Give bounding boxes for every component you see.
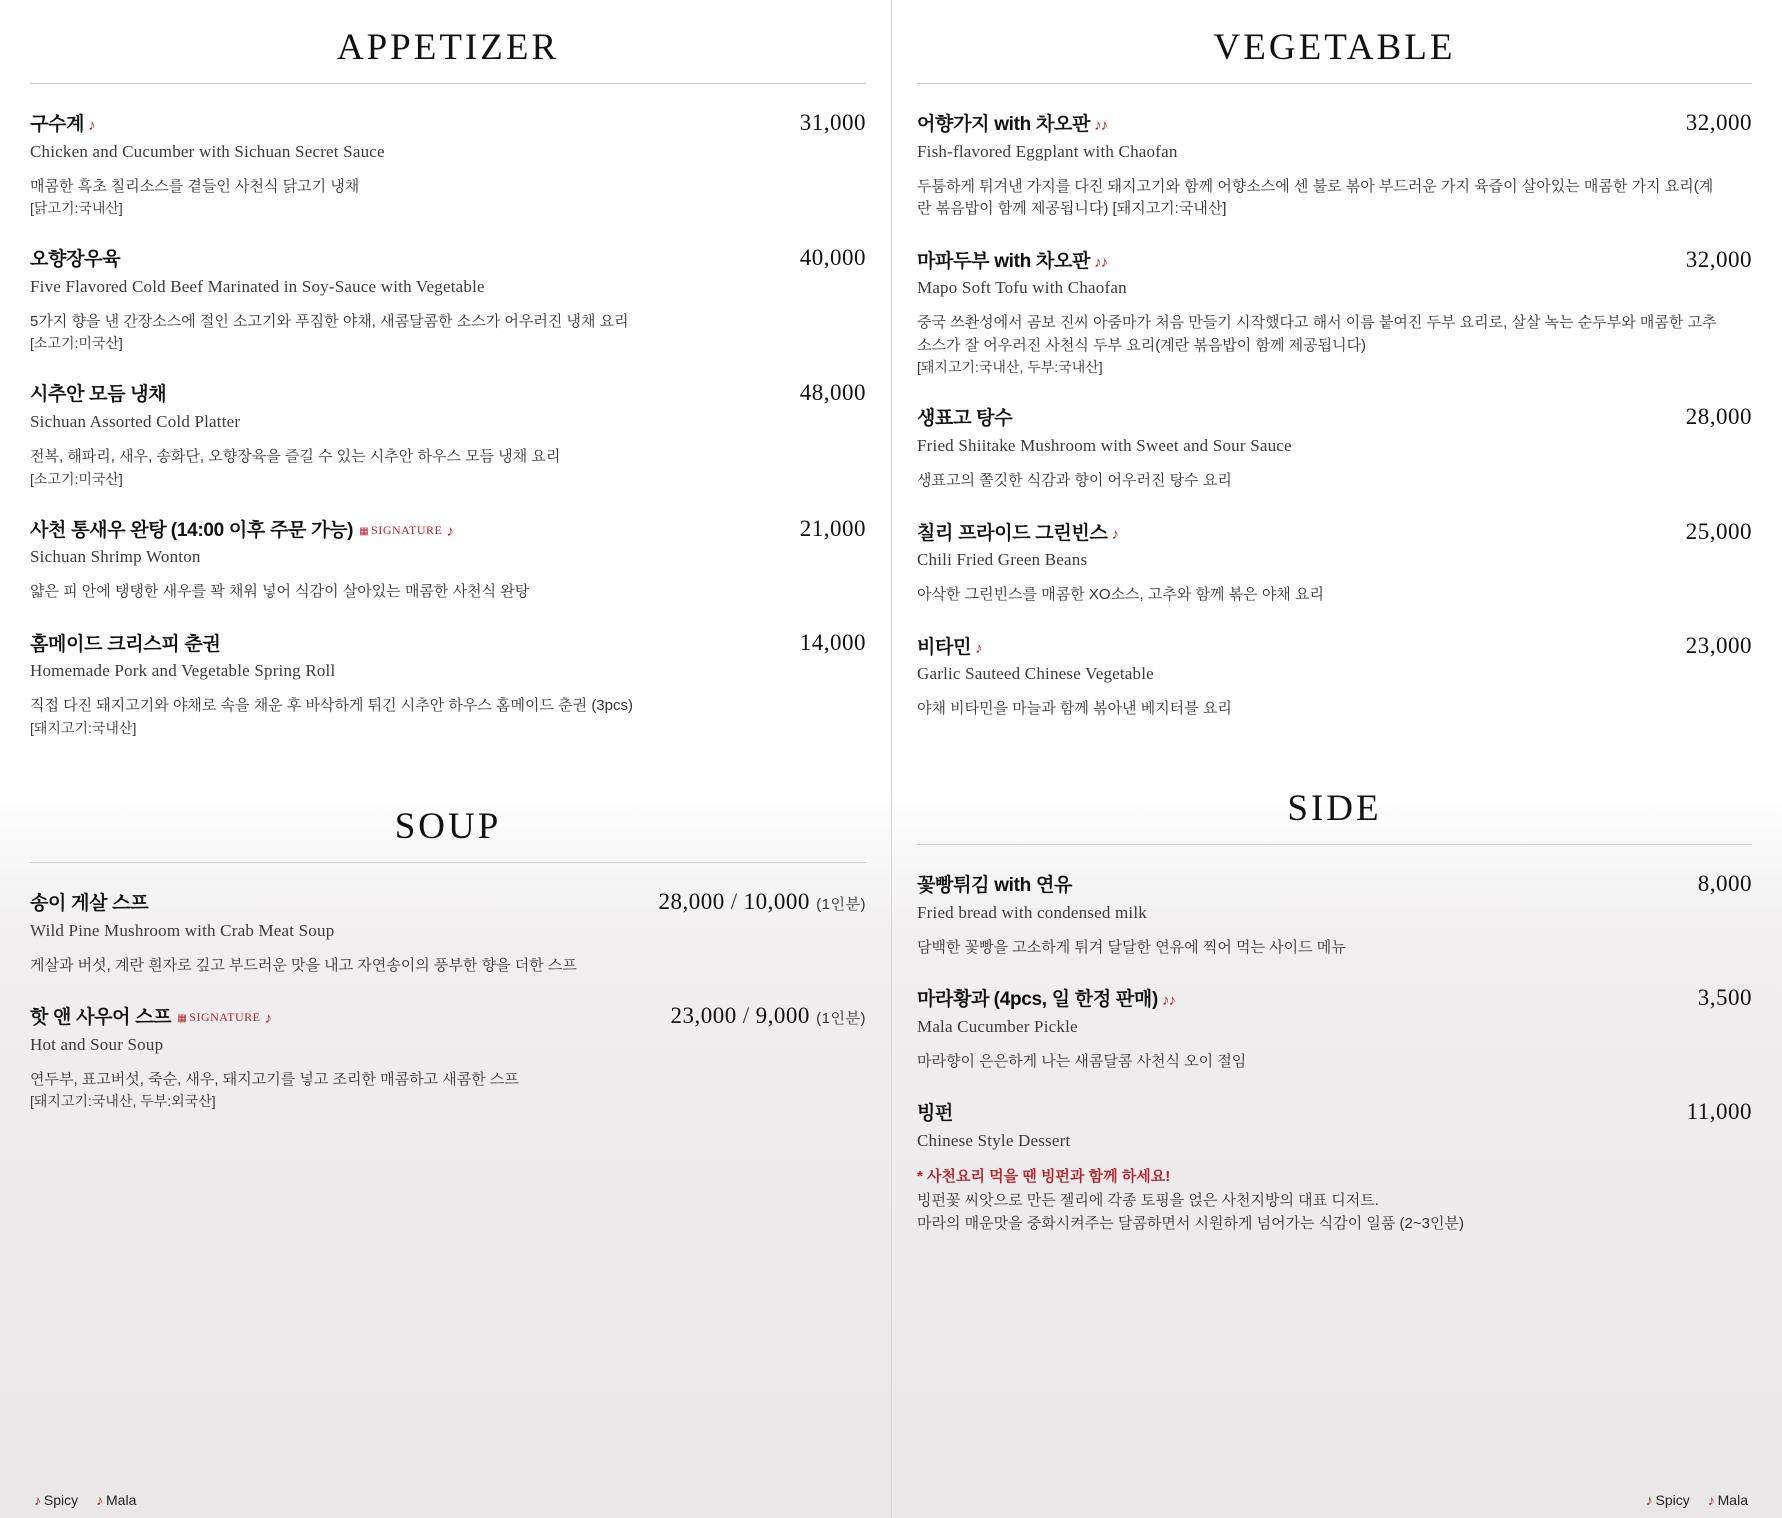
- menu-item-title-row: [30, 892, 152, 917]
- menu-item-portion: (1인분): [816, 895, 866, 913]
- price-separator: /: [742, 1003, 750, 1029]
- menu-item-price: 32,000: [1685, 246, 1752, 272]
- menu-item-price: 14,000: [799, 629, 866, 655]
- menu-item-price: 40,000: [799, 245, 866, 271]
- menu-item-name-en: Mala Cucumber Pickle: [917, 1016, 1078, 1036]
- menu-item-name-en: Fried Shiitake Mushroom with Sweet and Sour Sauce: [917, 436, 1292, 456]
- menu-item-head: [917, 519, 1752, 547]
- menu-item-description-2: 마라의 매운맛을 중화시켜주는 달콤하면서 시원하게 넘어가는 식감이 일품 (2~3인분): [917, 1214, 1464, 1232]
- spicy-icon: ♪: [88, 117, 95, 134]
- spicy-icon: ♪: [975, 639, 982, 657]
- menu-item: [30, 110, 866, 219]
- menu-item-price: 11,000: [1686, 1099, 1752, 1125]
- menu-item-origin: [소고기:미국산]: [30, 470, 123, 487]
- menu-item-title-row: [30, 633, 225, 658]
- menu-item-head: [30, 516, 866, 544]
- menu-item-price: 28,000: [1685, 404, 1752, 430]
- menu-item-highlight: * 사천요리 먹을 땐 빙펀과 함께 하세요!: [917, 1168, 1171, 1185]
- spicy-icon: ♪: [446, 522, 453, 540]
- menu-item-price: 25,000: [1685, 518, 1752, 544]
- menu-item-description: 연두부, 표고버섯, 죽순, 새우, 돼지고기를 넣고 조리한 매콤하고 새콤한 스프: [30, 1070, 519, 1088]
- legend-mala-label: Mala: [106, 1492, 137, 1508]
- menu-item-title-row: [917, 874, 1076, 899]
- signature-square-icon: ▦: [177, 1013, 188, 1025]
- menu-item-head: [917, 985, 1752, 1013]
- legend-mala-label: Mala: [1717, 1492, 1748, 1508]
- spicy-icon: [1072, 878, 1076, 895]
- mala-icon: ♪♪: [1094, 117, 1108, 134]
- menu-item-head: [30, 1003, 866, 1031]
- signature-badge: [171, 1010, 260, 1025]
- spicy-icon: [221, 637, 225, 654]
- menu-item-name: 생표고 탕수: [917, 408, 1013, 430]
- section-title-vegetable: VEGETABLE: [1213, 27, 1456, 68]
- menu-item-name: 사천 통새우 완탕: [30, 519, 167, 541]
- menu-item-description: 매콤한 흑초 칠리소스를 곁들인 사천식 닭고기 냉채: [30, 177, 360, 195]
- divider-vegetable: [917, 83, 1752, 84]
- menu-item-description: 직접 다진 돼지고기와 야채로 속을 채운 후 바삭하게 튀긴 시추안 하우스 홈메이드 춘권 (3pcs): [30, 697, 634, 715]
- menu-item-title-row: [917, 250, 1107, 275]
- menu-item-head: [917, 404, 1752, 432]
- menu-item-name-en: Garlic Sauteed Chinese Vegetable: [917, 664, 1154, 684]
- menu-item-origin: [돼지고기:국내산]: [30, 719, 137, 736]
- legend-spicy-label: Spicy: [1655, 1492, 1690, 1508]
- spicy-icon: [953, 1106, 957, 1123]
- menu-item-description: 생표고의 쫄깃한 식감과 향이 어우러진 탕수 요리: [917, 472, 1232, 490]
- menu-item-name-en: Hot and Sour Soup: [30, 1034, 164, 1054]
- menu-item-price: 3,500: [1697, 985, 1752, 1011]
- menu-item-title-row: [917, 1102, 957, 1127]
- menu-item-title-row: [30, 519, 453, 544]
- menu-item-description: 담백한 꽃빵을 고소하게 튀겨 달달한 연유에 찍어 먹는 사이드 메뉴: [917, 938, 1346, 956]
- menu-item: [917, 519, 1752, 607]
- menu-item: [917, 871, 1752, 959]
- menu-item: [917, 247, 1752, 379]
- menu-item-head: [30, 110, 866, 138]
- menu-item: [30, 889, 866, 977]
- menu-item-description: 두툼하게 튀겨낸 가지를 다진 돼지고기와 함께 어향소스에 센 불로 볶아 부드러운 가지 육즙이 살아있는 매콤한 가지 요리(계란 볶음밥이 함께 제공됩니다) [돼지고기:국내산]: [917, 177, 1714, 218]
- menu-item-title-row: [30, 383, 170, 408]
- spicy-icon: [148, 896, 152, 913]
- menu-item-price-full: 28,000: [658, 888, 725, 914]
- menu-item-price: 8,000: [1697, 870, 1752, 896]
- divider-side: [917, 844, 1752, 845]
- menu-item-origin: [돼지고기:국내산, 두부:국내산]: [917, 359, 1103, 376]
- menu-item-price-half: 9,000: [755, 1003, 810, 1029]
- menu-item-name: 송이 게살 스프: [30, 892, 149, 914]
- menu-item-price: [641, 889, 866, 915]
- menu-item-title-row: [917, 113, 1107, 138]
- menu-item-price: 23,000: [1685, 632, 1752, 658]
- menu-item-name-en: Sichuan Assorted Cold Platter: [30, 412, 241, 432]
- menu-item-description: 중국 쓰촨성에서 곰보 진씨 아줌마가 처음 만들기 시작했다고 해서 이름 붙여진 두부 요리로, 살살 녹는 순두부와 매콤한 고추 소스가 잘 어우러진 사천식 두부 요리(계란 볶음밥이 함께 제공됩니다): [917, 314, 1717, 354]
- legend-left: [34, 1492, 136, 1508]
- menu-item: [917, 1099, 1752, 1235]
- signature-label: SIGNATURE: [371, 522, 443, 537]
- mala-icon: ♪: [1707, 1492, 1714, 1508]
- menu-item-name-en: Wild Pine Mushroom with Crab Meat Soup: [30, 920, 335, 940]
- menu-item-description: 아삭한 그린빈스를 매콤한 XO소스, 고추와 함께 볶은 야채 요리: [917, 586, 1324, 604]
- menu-item-name: 마라황과: [917, 989, 990, 1011]
- menu-item-origin: [돼지고기:국내산, 두부:외국산]: [30, 1093, 216, 1110]
- section-title-appetizer: APPETIZER: [336, 27, 560, 68]
- menu-item-price-full: 23,000: [670, 1003, 737, 1029]
- menu-item-origin: [닭고기:국내산]: [30, 200, 123, 217]
- menu-item-price-half: 10,000: [743, 888, 810, 914]
- menu-item-title-row: [30, 1006, 271, 1031]
- menu-item-description: 전복, 해파리, 새우, 송화단, 오향장육을 즐길 수 있는 시추안 하우스 모듬 냉채 요리: [30, 448, 561, 466]
- menu-item-description: 게살과 버섯, 계란 흰자로 깊고 부드러운 맛을 내고 자연송이의 풍부한 향을 더한 스프: [30, 956, 577, 974]
- menu-item-name-en: Sichuan Shrimp Wonton: [30, 547, 201, 567]
- menu-item-name: 시추안 모듬 냉채: [30, 384, 167, 406]
- right-column: [891, 0, 1782, 1518]
- menu-item-name-en: Chinese Style Dessert: [917, 1131, 1071, 1150]
- spicy-icon: ♪: [34, 1492, 40, 1508]
- menu-item-origin: [소고기:미국산]: [30, 335, 123, 352]
- menu-item-name: 오향장우육: [30, 249, 121, 271]
- spicy-icon: ♪: [264, 1010, 271, 1028]
- legend-spicy: [34, 1492, 78, 1508]
- menu-item-price: 48,000: [799, 380, 866, 406]
- menu-item-head: [30, 889, 866, 917]
- mala-icon: ♪: [96, 1492, 103, 1508]
- menu-item-title-row: [917, 636, 982, 661]
- menu-item-portion: (1인분): [816, 1010, 866, 1028]
- menu-item-name: 꽃빵튀김 with 연유: [917, 874, 1073, 896]
- signature-label: SIGNATURE: [189, 1010, 261, 1025]
- signature-square-icon: ▦: [359, 525, 370, 537]
- menu-item-head: [30, 380, 866, 408]
- legend-spicy-label: Spicy: [43, 1492, 79, 1508]
- menu-item: [917, 985, 1752, 1073]
- menu-item-name-en: Chili Fried Green Beans: [917, 550, 1088, 570]
- menu-item-title-row: [30, 113, 95, 138]
- menu-item: [30, 630, 866, 739]
- menu-item-head: [917, 110, 1752, 138]
- menu-item-name-en: Chicken and Cucumber with Sichuan Secret Sauce: [30, 141, 385, 161]
- menu-item-description: 얇은 피 안에 탱탱한 새우를 꽉 채워 넣어 식감이 살아있는 매콤한 사천식 완탕: [30, 583, 530, 601]
- menu-item-head: [30, 630, 866, 658]
- legend-mala: [96, 1492, 136, 1508]
- divider-appetizer: [30, 83, 866, 84]
- menu-item-name: 구수계: [30, 114, 85, 135]
- section-title-side: SIDE: [1287, 787, 1382, 829]
- menu-item-description: 빙펀꽃 씨앗으로 만든 젤리에 각종 토핑을 얹은 사천지방의 대표 디저트.: [917, 1192, 1379, 1209]
- menu-item-head: [30, 245, 866, 273]
- legend-spicy: [1646, 1492, 1690, 1508]
- menu-item: [30, 245, 866, 354]
- spicy-icon: ♪: [1111, 525, 1118, 543]
- menu-item-title-row: [917, 522, 1118, 547]
- menu-item-description: 야채 비타민을 마늘과 함께 볶아낸 베지터블 요리: [917, 700, 1232, 718]
- menu-item-title-row: [917, 988, 1175, 1013]
- menu-item-price: [653, 1003, 866, 1029]
- menu-item: [30, 1003, 866, 1112]
- divider-soup: [30, 862, 866, 863]
- menu-item-name-en: Five Flavored Cold Beef Marinated in Soy-Sauce with Vegetable: [30, 276, 485, 296]
- menu-item: [30, 516, 866, 604]
- legend-right: [1646, 1492, 1748, 1508]
- menu-item-name: 빙펀: [917, 1103, 954, 1125]
- menu-item: [917, 633, 1752, 721]
- menu-item-name-en: Homemade Pork and Vegetable Spring Roll: [30, 661, 336, 681]
- menu-item-title-row: [917, 407, 1016, 432]
- signature-badge: [353, 523, 442, 538]
- menu-item-price: 32,000: [1685, 110, 1752, 135]
- spicy-icon: ♪: [1645, 1492, 1652, 1508]
- spicy-icon: [166, 387, 170, 404]
- menu-item-name-en: Mapo Soft Tofu with Chaofan: [917, 278, 1127, 298]
- menu-item-note: (4pcs, 일 한정 판매): [993, 989, 1159, 1011]
- menu-item: [917, 110, 1752, 221]
- menu-item-name: 칠리 프라이드 그린빈스: [917, 522, 1108, 544]
- menu-item-price: 21,000: [799, 515, 866, 541]
- menu-item: [30, 380, 866, 489]
- menu-item-title-row: [30, 248, 124, 273]
- menu-item-name: 마파두부 with 차오판: [917, 250, 1091, 272]
- price-separator: /: [730, 888, 738, 914]
- mala-icon: ♪♪: [1094, 253, 1108, 271]
- menu-item-head: [917, 1099, 1752, 1127]
- section-title-soup: SOUP: [394, 805, 502, 847]
- menu-item-description: 마라향이 은은하게 나는 새콤달콤 사천식 오이 절임: [917, 1052, 1247, 1070]
- spicy-icon: [1012, 411, 1016, 428]
- legend-mala: [1708, 1492, 1748, 1508]
- menu-item-price: 31,000: [799, 110, 866, 135]
- menu-item-name: 홈메이드 크리스피 춘권: [30, 633, 221, 655]
- menu-item-description: 5가지 향을 낸 간장소스에 절인 소고기와 푸짐한 야채, 새콤달콤한 소스가 어우러진 냉채 요리: [30, 312, 629, 330]
- menu-item-name: 비타민: [917, 636, 972, 658]
- menu-item: [917, 404, 1752, 492]
- menu-item-name: 어향가지 with 차오판: [917, 114, 1091, 135]
- menu-item-head: [917, 871, 1752, 899]
- spicy-icon: [120, 252, 124, 269]
- menu-item-head: [917, 247, 1752, 275]
- menu-item-note: (14:00 이후 주문 가능): [170, 519, 354, 541]
- mala-icon: ♪♪: [1162, 992, 1176, 1010]
- menu-item-name-en: Fish-flavored Eggplant with Chaofan: [917, 141, 1178, 161]
- menu-item-name-en: Fried bread with condensed milk: [917, 902, 1147, 922]
- menu-item-name: 핫 앤 사우어 스프: [30, 1007, 172, 1029]
- menu-item-head: [917, 633, 1752, 661]
